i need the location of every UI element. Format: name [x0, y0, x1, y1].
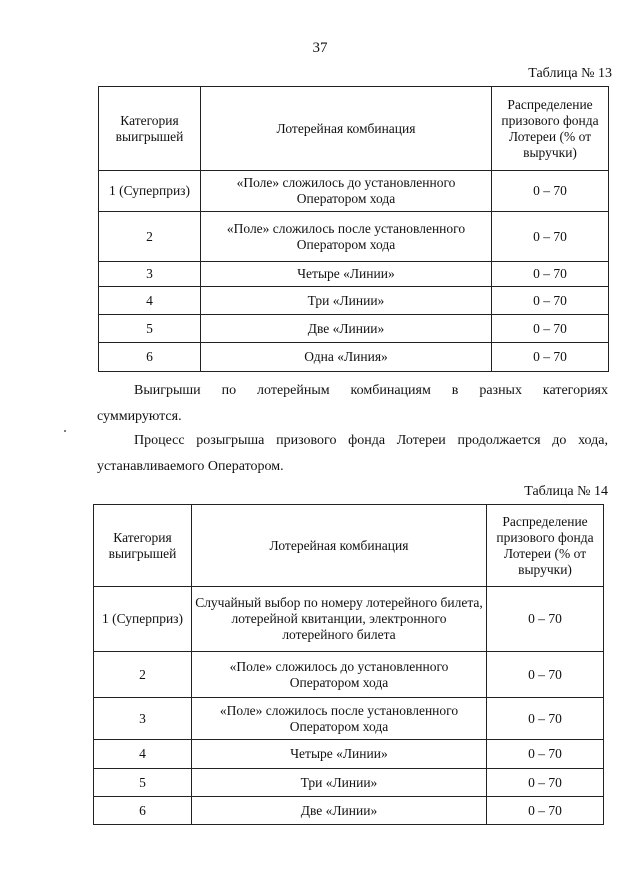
page-number: 37: [312, 40, 328, 56]
table14-cell: 0 – 70: [487, 698, 604, 740]
table14-cell: 0 – 70: [487, 652, 604, 698]
table13-cell: «Поле» сложилось после установленного Оператором хода: [201, 212, 492, 262]
table14-row: [94, 698, 604, 740]
table13-cell: 0 – 70: [492, 171, 609, 212]
table13-row: [99, 343, 609, 372]
table13-cell: Одна «Линия»: [201, 343, 492, 372]
table13-cell: «Поле» сложилось до установленного Оператором хода: [201, 171, 492, 212]
table14-cell: 1 (Суперприз): [94, 587, 192, 652]
table14-cell: 2: [94, 652, 192, 698]
table14-header-cell: Распределение призового фонда Лотереи (% от выручки): [487, 505, 604, 587]
paragraph-process: [97, 428, 608, 480]
table14: [93, 504, 604, 825]
table13-row: [99, 262, 609, 287]
table14-header-cell: Категория выигрышей: [94, 505, 192, 587]
table14-row: [94, 740, 604, 769]
table14-cell: Три «Линии»: [192, 769, 487, 797]
table13-cell: 0 – 70: [492, 212, 609, 262]
table14-cell: 0 – 70: [487, 769, 604, 797]
table13-cell: 0 – 70: [492, 343, 609, 372]
table13-cell: Четыре «Линии»: [201, 262, 492, 287]
table13-row: [99, 287, 609, 315]
table13-cell: 0 – 70: [492, 262, 609, 287]
table13-header-cell: Категория выигрышей: [99, 87, 201, 171]
table14-row: [94, 652, 604, 698]
table14-cell: Две «Линии»: [192, 797, 487, 825]
table14-cell: 6: [94, 797, 192, 825]
table14-cell: «Поле» сложилось до установленного Оператором хода: [192, 652, 487, 698]
table14-cell: 0 – 70: [487, 740, 604, 769]
table13-cell: 0 – 70: [492, 287, 609, 315]
table13-cell: 6: [99, 343, 201, 372]
table13-cell: 4: [99, 287, 201, 315]
table13-cell: 0 – 70: [492, 315, 609, 343]
table14-cell: 0 – 70: [487, 797, 604, 825]
paragraph-line: Процесс розыгрыша призового фонда Лотереи продолжается до хода,: [134, 433, 608, 448]
paragraph-summation: [97, 378, 608, 430]
table14-header-cell: Лотерейная комбинация: [192, 505, 487, 587]
table14-row: [94, 587, 604, 652]
table14-row: [94, 797, 604, 825]
table13-header-row: [99, 87, 609, 171]
table13: [98, 86, 609, 372]
table14-caption: Таблица № 14: [524, 484, 608, 499]
table13-cell: 5: [99, 315, 201, 343]
table14-row: [94, 769, 604, 797]
table13-header-cell: Лотерейная комбинация: [201, 87, 492, 171]
table14-cell: 4: [94, 740, 192, 769]
table13-cell: 1 (Суперприз): [99, 171, 201, 212]
table14-header-row: [94, 505, 604, 587]
paragraph-line: устанавливаемого Оператором.: [97, 459, 284, 474]
table14-cell: 5: [94, 769, 192, 797]
table13-cell: Три «Линии»: [201, 287, 492, 315]
table14-cell: «Поле» сложилось после установленного Оператором хода: [192, 698, 487, 740]
table13-row: [99, 212, 609, 262]
table13-cell: Две «Линии»: [201, 315, 492, 343]
table13-header-cell: Распределение призового фонда Лотереи (% от выручки): [492, 87, 609, 171]
table14-cell: 0 – 70: [487, 587, 604, 652]
table14-cell: Случайный выбор по номеру лотерейного билета, лотерейной квитанции, электронного лотерейного билета: [192, 587, 487, 652]
scan-speck: [64, 430, 66, 432]
table13-row: [99, 315, 609, 343]
table13-cell: 2: [99, 212, 201, 262]
table13-cell: 3: [99, 262, 201, 287]
table14-cell: 3: [94, 698, 192, 740]
table14-cell: Четыре «Линии»: [192, 740, 487, 769]
table13-caption: Таблица № 13: [528, 66, 612, 81]
paragraph-line: Выигрыши по лотерейным комбинациям в разных категориях: [134, 383, 608, 398]
table13-row: [99, 171, 609, 212]
paragraph-line: суммируются.: [97, 409, 182, 424]
